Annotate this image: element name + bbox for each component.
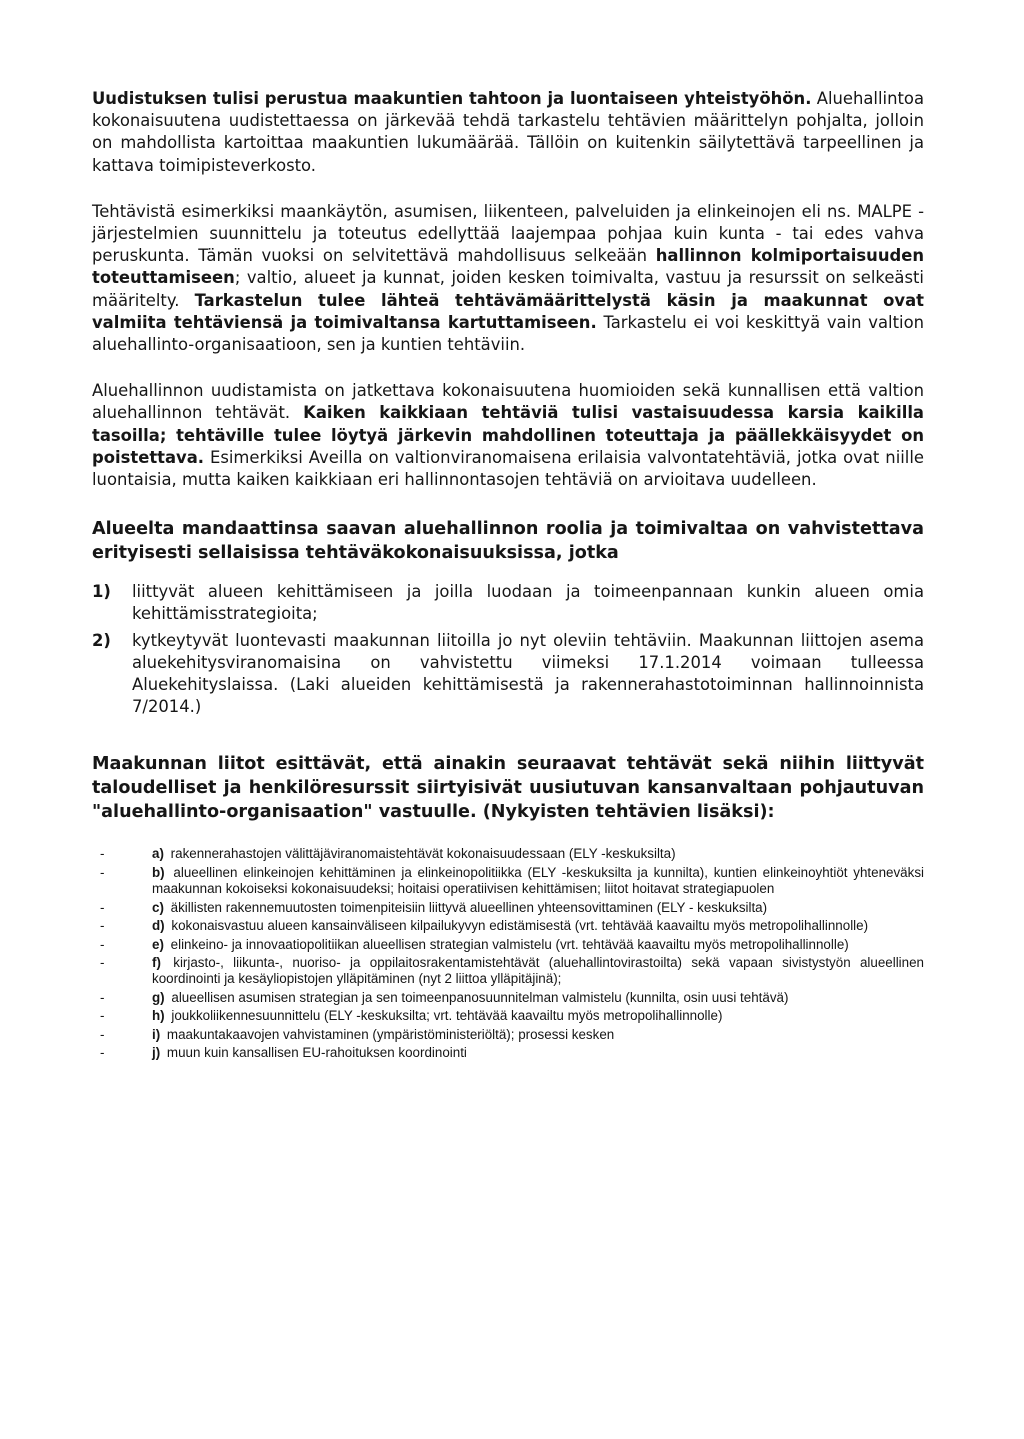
list-item-text: kytkeytyvät luontevasti maakunnan liitoilla jo nyt oleviin tehtäviin. Maakunnan liittojen asema aluekehitysviranomaisina on vahvistettu viimeksi 17.1.2014 voimaan tulleessa Aluekehityslaissa. (Laki alueiden kehittämisestä ja rakennerahastotoiminnan hallinnoinnista 7/2014.) xyxy=(132,630,924,717)
item-letter: d) xyxy=(152,918,165,934)
paragraph-2 xyxy=(92,201,924,356)
section-heading-1: Alueelta mandaattinsa saavan aluehallinnon roolia ja toimivaltaa on vahvistettava erityisesti sellaisissa tehtäväkokonaisuuksissa, jotka xyxy=(92,519,924,564)
list-item-number: 1) xyxy=(92,582,111,602)
item-text: joukkoliikennesuunnittelu (ELY -keskuksilta; vrt. tehtävää kaavailtu myös metropolihallinnolle) xyxy=(171,1008,723,1024)
item-letter: h) xyxy=(152,1008,165,1024)
paragraph-1-bold: Uudistuksen tulisi perustua maakuntien tahtoon ja luontaiseen yhteistyöhön. xyxy=(92,89,812,108)
list-item xyxy=(92,846,924,862)
dash-marker: - xyxy=(100,864,105,880)
dash-marker: - xyxy=(100,918,105,934)
item-letter: e) xyxy=(152,936,164,952)
item-letter: a) xyxy=(152,846,164,862)
dash-marker: - xyxy=(100,1008,105,1024)
item-letter: j) xyxy=(152,1044,161,1060)
item-text: elinkeino- ja innovaatiopolitiikan alueellisen strategian valmistelu (vrt. tehtävää kaavailtu myös metropolihallinnolle) xyxy=(170,936,849,952)
paragraph-3-text-1: Aluehallinnon uudistamista on jatkettava kokonaisuutena huomioiden sekä kunnallisen että valtion aluehallinnon tehtävät. xyxy=(92,381,924,423)
list-item xyxy=(92,581,924,625)
paragraph-3-bold-1: Kaiken kaikkiaan tehtäviä tulisi vastaisuudessa karsia kaikilla tasoilla; tehtäville tulee löytyä järkevin mahdollinen toteuttaja ja päällekkäisyydet on poistettava. xyxy=(92,403,924,467)
numbered-list xyxy=(92,581,924,718)
item-text: rakennerahastojen välittäjäviranomaistehtävät kokonaisuudessaan (ELY -keskuksilta) xyxy=(170,846,676,862)
item-text: kirjasto-, liikunta-, nuoriso- ja oppilaitosrakentamistehtävät (aluehallintovirastoilta) sekä vapaan sivistystyön alueellinen koordinointi ja kesäyliopistojen ylläpitäminen (nyt 2 liittoa ylläpitäjinä); xyxy=(152,954,924,987)
dash-marker: - xyxy=(100,1026,105,1042)
dash-marker: - xyxy=(100,989,105,1005)
dash-marker: - xyxy=(100,1044,105,1060)
paragraph-3 xyxy=(92,380,924,491)
item-text: muun kuin kansallisen EU-rahoituksen koordinointi xyxy=(166,1044,467,1060)
list-item xyxy=(92,918,924,934)
item-text: maakuntakaavojen vahvistaminen (ympäristöministeriöltä); prosessi kesken xyxy=(166,1026,615,1042)
list-item-text: liittyvät alueen kehittämiseen ja joilla luodaan ja toimeenpannaan kunkin alueen omia kehittämisstrategioita; xyxy=(132,582,924,624)
item-text: kokonaisvastuu alueen kansainväliseen kilpailukyvyn edistämisestä (vrt. tehtävää kaavailtu myös metropolihallinnolle) xyxy=(171,918,869,934)
paragraph-2-bold-2: Tarkastelun tulee lähteä tehtävämäärittelystä käsin ja maakunnat ovat valmiita tehtäviensä ja toimivaltansa kartuttamiseen. xyxy=(92,290,925,332)
paragraph-2-text-2: ; valtio, alueet ja kunnat, joiden kesken toimivalta, vastuu ja resurssit on selkeästi määritelty. xyxy=(92,268,924,310)
list-item xyxy=(92,630,924,719)
list-item xyxy=(92,990,924,1006)
dash-marker: - xyxy=(100,936,105,952)
list-item xyxy=(92,1027,924,1043)
list-item-number: 2) xyxy=(92,630,111,650)
item-letter: i) xyxy=(152,1026,161,1042)
item-letter: b) xyxy=(152,864,165,880)
document-page xyxy=(92,88,924,1063)
list-item xyxy=(92,937,924,953)
item-letter: g) xyxy=(152,989,165,1005)
dash-marker: - xyxy=(100,846,105,862)
item-letter: c) xyxy=(152,899,164,915)
section-heading-2: Maakunnan liitot esittävät, että ainakin seuraavat tehtävät sekä niihin liittyvät taloudelliset ja henkilöresurssit siirtyisivät uusiutuvan kansanvaltaan pohjautuvan "aluehallinto-organisaation" vastuulle. (Nykyisten tehtävien lisäksi): xyxy=(92,754,924,823)
paragraph-1-text: Aluehallintoa kokonaisuutena uudistettaessa on järkevää tehdä tarkastelu tehtävien määrittelyn pohjalta, jolloin on mahdollista kartoittaa maakuntien lukumäärää. Tällöin on kuitenkin säilytettävä tarpeellinen ja kattava toimipisteverkosto. xyxy=(92,89,924,175)
paragraph-2-text-1: Tehtävistä esimerkiksi maankäytön, asumisen, liikenteen, palveluiden ja elinkeinojen eli ns. MALPE -järjestelmien suunnittelu ja toteutus edellyttää laajempaa pohjaa kuin kunta - tai edes vahva peruskunta. Tämän vuoksi on selvitettävä mahdollisuus selkeään xyxy=(92,201,924,266)
item-letter: f) xyxy=(152,954,161,970)
item-text: alueellisen asumisen strategian ja sen toimeenpanosuunnitelman valmistelu (kunnilta, osin uusi tehtävä) xyxy=(171,989,789,1005)
paragraph-3-text-2: Esimerkiksi Aveilla on valtionviranomaisena erilaisia valvontatehtäviä, jotka ovat niille luontaisia, mutta kaiken kaikkiaan eri hallinnontasojen tehtäviä on arvioitava uudelleen. xyxy=(92,447,924,490)
list-item xyxy=(92,1008,924,1024)
list-item xyxy=(92,1045,924,1061)
list-item xyxy=(92,865,924,898)
item-text: alueellinen elinkeinojen kehittäminen ja elinkeinopolitiikka (ELY -keskuksilta ja kunnilta), kuntien elinkeinoyhtiöt yhteneväksi maakunnan kokoiseksi kokonaisuudeksi; hoitaisi operatiivisen kehittämisen; liitot hoitavat strategiapuolen xyxy=(152,864,924,897)
item-text: äkillisten rakennemuutosten toimenpiteisiin liittyvä alueellinen yhteensovittaminen (ELY - keskuksilta) xyxy=(170,899,768,915)
list-item xyxy=(92,900,924,916)
dash-marker: - xyxy=(100,899,105,915)
paragraph-1 xyxy=(92,88,924,177)
paragraph-2-text-3: Tarkastelu ei voi keskittyä vain valtion aluehallinto-organisaatioon, sen ja kuntien tehtäviin. xyxy=(92,312,924,355)
dash-marker: - xyxy=(100,954,105,970)
list-item xyxy=(92,955,924,988)
task-list xyxy=(92,846,924,1061)
paragraph-2-bold-1: hallinnon kolmiportaisuuden toteuttamiseen xyxy=(92,246,924,288)
